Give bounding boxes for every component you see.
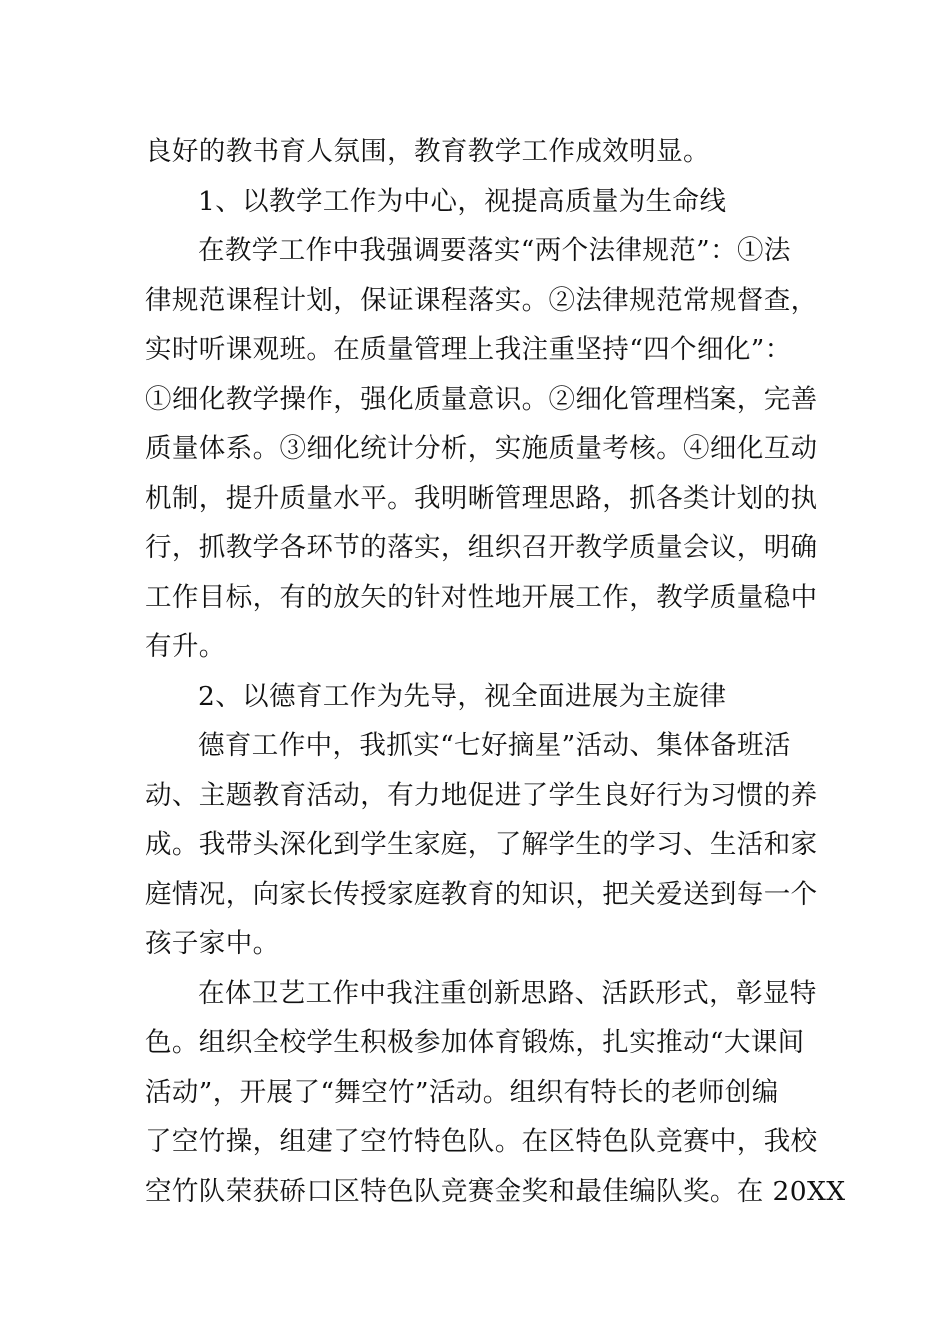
- text-line: 律规范课程计划，保证课程落实。②法律规范常规督查，: [145, 284, 818, 316]
- text-line: 色。组织全校学生积极参加体育锻炼，扎实推动“大课间: [145, 1027, 805, 1058]
- section-heading: 2、以德育工作为先导，视全面进展为主旋律: [198, 680, 727, 712]
- text-line: 实时听课观班。在质量管理上我注重坚持“四个细化”：: [145, 334, 792, 365]
- text-line: 庭情况，向家长传授家庭教育的知识，把关爱送到每一个: [145, 878, 818, 910]
- text-line: 行，抓教学各环节的落实，组织召开教学质量会议，明确: [145, 532, 818, 563]
- section-heading: 1、以教学工作为中心，视提高质量为生命线: [198, 185, 727, 217]
- text-line: 机制，提升质量水平。我明晰管理思路，抓各类计划的执: [145, 482, 818, 514]
- text-line: 在教学工作中我强调要落实“两个法律规范”：①法: [198, 235, 791, 266]
- text-line: ①细化教学操作，强化质量意识。②细化管理档案，完善: [145, 383, 818, 415]
- text-line: 孩子家中。: [145, 928, 280, 959]
- text-line: 有升。: [145, 631, 226, 662]
- text-line: 质量体系。③细化统计分析，实施质量考核。④细化互动: [145, 433, 818, 464]
- text-line: 德育工作中，我抓实“七好摘星”活动、集体备班活: [198, 730, 791, 761]
- text-line: 了空竹操，组建了空竹特色队。在区特色队竞赛中，我校: [145, 1126, 818, 1157]
- document-body: [145, 127, 846, 1216]
- text-line: 空竹队荣获硚口区特色队竞赛金奖和最佳编队奖。在 20XX: [145, 1175, 846, 1207]
- text-line: 良好的教书育人氛围，教育教学工作成效明显。: [145, 136, 710, 167]
- text-line: 动、主题教育活动，有力地促进了学生良好行为习惯的养: [145, 779, 818, 811]
- text-line: 成。我带头深化到学生家庭，了解学生的学习、生活和家: [145, 829, 818, 860]
- text-line: 活动”，开展了“舞空竹”活动。组织有特长的老师创编: [145, 1076, 779, 1108]
- text-line: 在体卫艺工作中我注重创新思路、活跃形式，彰显特: [198, 977, 817, 1009]
- text-line: 工作目标，有的放矢的针对性地开展工作，教学质量稳中: [145, 581, 818, 613]
